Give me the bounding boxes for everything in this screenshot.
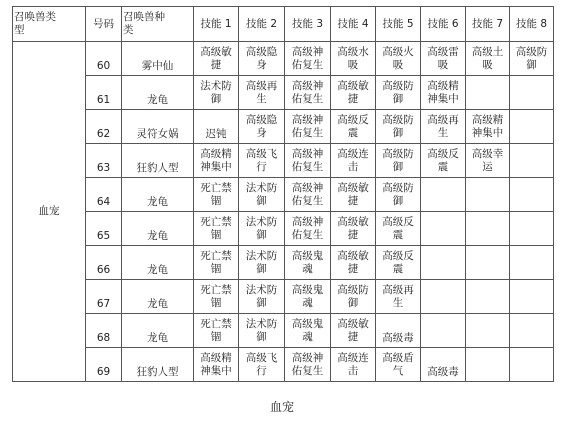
number-cell: 66 xyxy=(86,246,122,280)
skill-cell-2: 法术防 御 xyxy=(239,212,285,246)
skill-cell-2: 高级飞 行 xyxy=(239,144,285,178)
skill-cell-3: 高级鬼 魂 xyxy=(285,314,331,348)
table-caption: 血宠 xyxy=(269,400,294,414)
skill-cell-4: 高级敏 捷 xyxy=(331,212,376,246)
skill-cell-1: 高级敏 捷 xyxy=(194,42,239,76)
number-cell: 68 xyxy=(86,314,122,348)
table-row xyxy=(13,144,554,178)
skill-cell-6: 高级精 神集中 xyxy=(421,76,466,110)
skill-cell-5: 高级防 御 xyxy=(376,110,421,144)
skill-cell-1: 高级精 神集中 xyxy=(194,348,239,382)
number-cell: 61 xyxy=(86,76,122,110)
header-category: 召唤兽类 型 xyxy=(13,7,86,42)
skill-cell-7: 高级幸 运 xyxy=(466,144,510,178)
skill-cell-3: 高级神 佑复生 xyxy=(285,42,331,76)
skill-cell-6 xyxy=(421,314,466,348)
skill-cell-1: 高级精 神集中 xyxy=(194,144,239,178)
skill-cell-6 xyxy=(421,280,466,314)
skill-cell-4: 高级连 击 xyxy=(331,348,376,382)
number-cell: 60 xyxy=(86,42,122,76)
header-skill-7: 技能 7 xyxy=(466,7,510,42)
species-cell: 狂豹人型 xyxy=(122,348,194,382)
summon-table xyxy=(12,6,554,382)
skill-cell-5: 高级防 御 xyxy=(376,76,421,110)
skill-cell-5: 高级反 震 xyxy=(376,212,421,246)
skill-cell-4: 高级敏 捷 xyxy=(331,246,376,280)
species-cell: 龙龟 xyxy=(122,76,194,110)
skill-cell-2: 法术防 御 xyxy=(239,246,285,280)
table-row xyxy=(13,348,554,382)
skill-cell-2: 高级再 生 xyxy=(239,76,285,110)
skill-cell-7 xyxy=(466,212,510,246)
skill-cell-5: 高级盾 气 xyxy=(376,348,421,382)
skill-cell-8: 高级防 御 xyxy=(510,42,554,76)
skill-cell-8 xyxy=(510,348,554,382)
skill-cell-8 xyxy=(510,280,554,314)
skill-cell-2: 法术防 御 xyxy=(239,314,285,348)
number-cell: 65 xyxy=(86,212,122,246)
skill-cell-8 xyxy=(510,110,554,144)
table-row xyxy=(13,212,554,246)
skill-cell-5: 高级防 御 xyxy=(376,144,421,178)
skill-cell-7: 高级精 神集中 xyxy=(466,110,510,144)
skill-cell-6 xyxy=(421,212,466,246)
skill-cell-1: 死亡禁 锢 xyxy=(194,212,239,246)
skill-cell-8 xyxy=(510,76,554,110)
table-row xyxy=(13,280,554,314)
header-skill-5: 技能 5 xyxy=(376,7,421,42)
number-cell: 67 xyxy=(86,280,122,314)
skill-cell-6 xyxy=(421,246,466,280)
skill-cell-1: 死亡禁 锢 xyxy=(194,314,239,348)
header-skill-2: 技能 2 xyxy=(239,7,285,42)
skill-cell-5: 高级毒 xyxy=(376,314,421,348)
species-cell: 龙龟 xyxy=(122,246,194,280)
skill-cell-4: 高级防 御 xyxy=(331,280,376,314)
skill-cell-1: 死亡禁 锢 xyxy=(194,280,239,314)
header-skill-3: 技能 3 xyxy=(285,7,331,42)
header-row xyxy=(13,7,554,42)
species-cell: 雾中仙 xyxy=(122,42,194,76)
skill-cell-8 xyxy=(510,314,554,348)
skill-cell-1: 迟钝 xyxy=(194,110,239,144)
skill-cell-5: 高级再 生 xyxy=(376,280,421,314)
skill-cell-1: 死亡禁 锢 xyxy=(194,246,239,280)
skill-cell-2: 高级飞 行 xyxy=(239,348,285,382)
species-cell: 龙龟 xyxy=(122,178,194,212)
species-cell: 龙龟 xyxy=(122,212,194,246)
skill-cell-4: 高级敏 捷 xyxy=(331,76,376,110)
header-skill-4: 技能 4 xyxy=(331,7,376,42)
skill-cell-3: 高级神 佑复生 xyxy=(285,144,331,178)
species-cell: 狂豹人型 xyxy=(122,144,194,178)
skill-cell-7: 高级土 吸 xyxy=(466,42,510,76)
skill-cell-2: 高级隐 身 xyxy=(239,110,285,144)
skill-cell-2: 法术防 御 xyxy=(239,280,285,314)
skill-cell-6 xyxy=(421,178,466,212)
category-cell: 血宠 xyxy=(13,42,86,382)
skill-cell-6: 高级毒 xyxy=(421,348,466,382)
skill-cell-6: 高级雷 吸 xyxy=(421,42,466,76)
skill-cell-8 xyxy=(510,246,554,280)
skill-cell-3: 高级神 佑复生 xyxy=(285,76,331,110)
number-cell: 69 xyxy=(86,348,122,382)
header-skill-6: 技能 6 xyxy=(421,7,466,42)
table-row xyxy=(13,110,554,144)
skill-cell-2: 高级隐 身 xyxy=(239,42,285,76)
skill-cell-3: 高级神 佑复生 xyxy=(285,110,331,144)
skill-cell-6: 高级反 震 xyxy=(421,144,466,178)
species-cell: 灵符女娲 xyxy=(122,110,194,144)
header-species: 召唤兽种 类 xyxy=(122,7,194,42)
species-cell: 龙龟 xyxy=(122,314,194,348)
header-number: 号码 xyxy=(86,7,122,42)
table-row xyxy=(13,314,554,348)
skill-cell-8 xyxy=(510,144,554,178)
skill-cell-4: 高级反 震 xyxy=(331,110,376,144)
skill-cell-2: 法术防 御 xyxy=(239,178,285,212)
skill-cell-4: 高级连 击 xyxy=(331,144,376,178)
skill-cell-3: 高级神 佑复生 xyxy=(285,212,331,246)
skill-cell-3: 高级鬼 魂 xyxy=(285,280,331,314)
skill-cell-7 xyxy=(466,246,510,280)
skill-cell-1: 法术防 御 xyxy=(194,76,239,110)
skill-cell-7 xyxy=(466,178,510,212)
number-cell: 62 xyxy=(86,110,122,144)
header-skill-8: 技能 8 xyxy=(510,7,554,42)
skill-cell-8 xyxy=(510,178,554,212)
skill-cell-7 xyxy=(466,76,510,110)
number-cell: 63 xyxy=(86,144,122,178)
skill-cell-3: 高级神 佑复生 xyxy=(285,178,331,212)
skill-cell-7 xyxy=(466,348,510,382)
table-row xyxy=(13,76,554,110)
number-cell: 64 xyxy=(86,178,122,212)
table-row xyxy=(13,246,554,280)
skill-cell-3: 高级鬼 魂 xyxy=(285,246,331,280)
skill-cell-7 xyxy=(466,314,510,348)
table-row xyxy=(13,178,554,212)
skill-cell-5: 高级防 御 xyxy=(376,178,421,212)
skill-cell-5: 高级反 震 xyxy=(376,246,421,280)
species-cell: 龙龟 xyxy=(122,280,194,314)
skill-cell-1: 死亡禁 锢 xyxy=(194,178,239,212)
skill-cell-5: 高级火 吸 xyxy=(376,42,421,76)
skill-cell-6: 高级再 生 xyxy=(421,110,466,144)
skill-cell-3: 高级神 佑复生 xyxy=(285,348,331,382)
skill-cell-4: 高级敏 捷 xyxy=(331,178,376,212)
skill-cell-4: 高级水 吸 xyxy=(331,42,376,76)
skill-cell-8 xyxy=(510,212,554,246)
skill-cell-7 xyxy=(466,280,510,314)
table-body xyxy=(13,42,554,382)
table-row xyxy=(13,42,554,76)
header-skill-1: 技能 1 xyxy=(194,7,239,42)
skill-cell-4: 高级敏 捷 xyxy=(331,314,376,348)
